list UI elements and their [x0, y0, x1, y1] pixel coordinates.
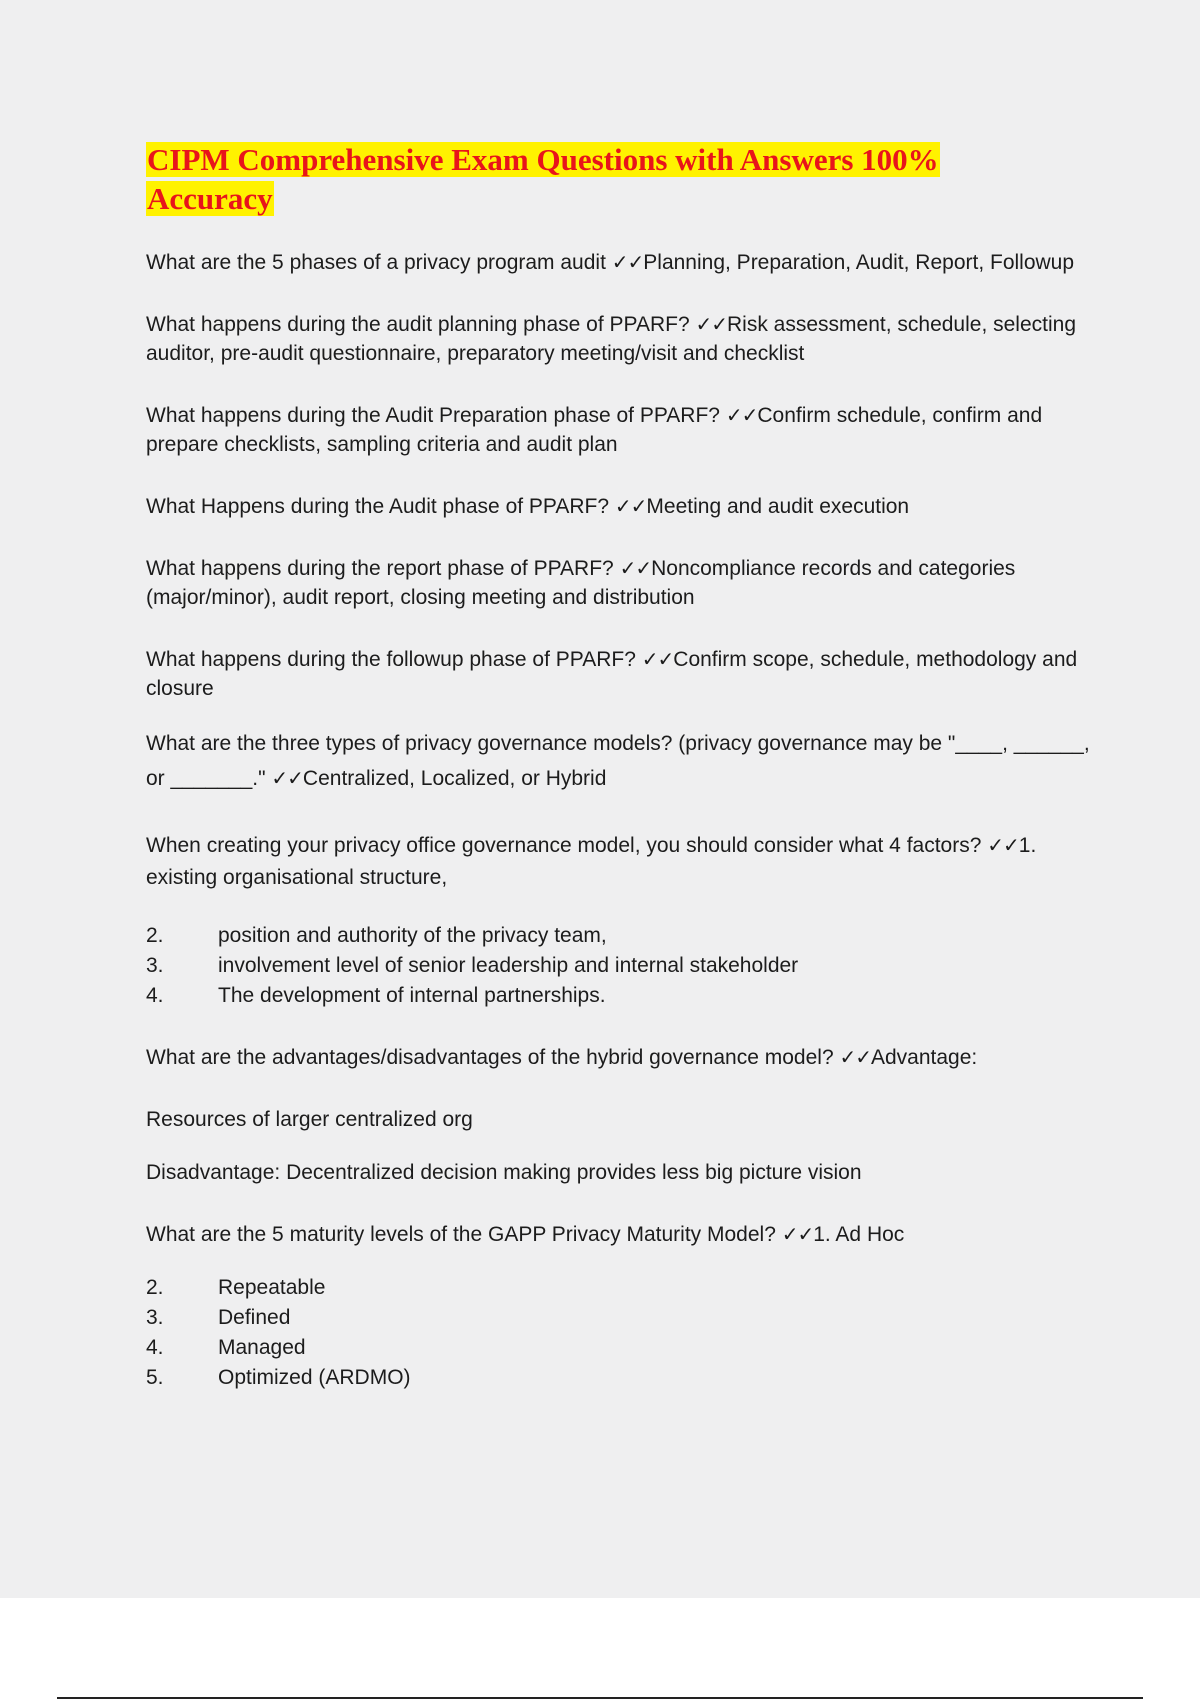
checkmark-icon: ✓✓	[695, 312, 728, 336]
qa-item-2	[146, 310, 1096, 368]
answer-text: Centralized, Localized, or Hybrid	[302, 767, 607, 790]
answer-text: Confirm scope, schedule, methodology and closure	[146, 648, 1078, 700]
checkmark-icon: ✓✓	[725, 403, 758, 427]
list-number: 3.	[146, 1306, 164, 1329]
list-item	[146, 921, 1096, 951]
list-number: 2.	[146, 1276, 164, 1299]
list-number: 2.	[146, 924, 164, 947]
hybrid-disadvantage-text: Disadvantage: Decentralized decision making provides less big picture vision	[146, 1161, 862, 1184]
answer-text: Planning, Preparation, Audit, Report, Followup	[643, 251, 1075, 274]
list-text: Defined	[218, 1306, 291, 1329]
list-item	[146, 1303, 1096, 1333]
question-text: What happens during the report phase of PPARF?	[146, 557, 614, 580]
answer-text: Noncompliance records and categories (major/minor), audit report, closing meeting and distribution	[146, 557, 1016, 609]
list-item	[146, 981, 1096, 1011]
answer-text: Risk assessment, schedule, selecting auditor, pre-audit questionnaire, preparatory meeting/visit and checklist	[146, 313, 1077, 365]
answer-text: Advantage:	[870, 1046, 978, 1069]
answer-text: 1. Ad Hoc	[813, 1223, 905, 1246]
question-text: What are the three types of privacy governance models? (privacy governance may be "____, ______, or _______."	[146, 732, 1090, 790]
checkmark-icon: ✓✓	[641, 647, 674, 671]
list-number: 5.	[146, 1366, 164, 1389]
qa-item-7	[146, 727, 1096, 796]
list-item	[146, 1333, 1096, 1363]
answer-text: Meeting and audit execution	[646, 495, 910, 518]
qa-item-1	[146, 248, 1096, 277]
list-text: involvement level of senior leadership and internal stakeholder	[218, 954, 799, 977]
list-item	[146, 1363, 1096, 1393]
checkmark-icon: ✓✓	[271, 766, 303, 790]
checkmark-icon: ✓✓	[619, 556, 652, 580]
question-text: What are the advantages/disadvantages of the hybrid governance model?	[146, 1046, 834, 1069]
answer-text: Confirm schedule, confirm and prepare checklists, sampling criteria and audit plan	[146, 404, 1043, 456]
answer-text: 1. existing organisational structure,	[146, 834, 1037, 889]
list-text: Optimized (ARDMO)	[218, 1366, 411, 1389]
checkmark-icon: ✓✓	[614, 494, 647, 518]
document-content	[146, 140, 1096, 1425]
qa-item-4	[146, 492, 1096, 521]
question-text: What are the 5 phases of a privacy program audit	[146, 251, 606, 274]
qa-item-3	[146, 401, 1096, 459]
checkmark-icon: ✓✓	[839, 1045, 871, 1069]
question-text: What happens during the Audit Preparation phase of PPARF?	[146, 404, 720, 427]
list-number: 4.	[146, 984, 164, 1007]
question-text: What are the 5 maturity levels of the GAPP Privacy Maturity Model?	[146, 1223, 776, 1246]
qa-item-8	[146, 829, 1096, 894]
qa-item-10	[146, 1220, 1096, 1249]
list-item	[146, 1273, 1096, 1303]
qa-item-6	[146, 645, 1096, 703]
question-text: What happens during the audit planning phase of PPARF?	[146, 313, 690, 336]
list-text: position and authority of the privacy team,	[218, 924, 607, 947]
maturity-levels-list	[146, 1273, 1096, 1393]
question-text: What Happens during the Audit phase of PPARF?	[146, 495, 610, 518]
list-text: Managed	[218, 1336, 306, 1359]
factors-list	[146, 921, 1096, 1011]
hybrid-advantage-text: Resources of larger centralized org	[146, 1108, 473, 1131]
list-text: Repeatable	[218, 1276, 326, 1299]
list-item	[146, 951, 1096, 981]
list-number: 3.	[146, 954, 164, 977]
list-text: The development of internal partnerships.	[218, 984, 606, 1007]
checkmark-icon: ✓✓	[987, 833, 1019, 857]
checkmark-icon: ✓✓	[611, 250, 644, 274]
qa-item-5	[146, 554, 1096, 612]
page-divider	[57, 1697, 1143, 1699]
question-text: When creating your privacy office governance model, you should consider what 4 factors?	[146, 834, 982, 857]
document-title-text: CIPM Comprehensive Exam Questions with Answers 100% Accuracy	[147, 142, 939, 216]
question-text: What happens during the followup phase of PPARF?	[146, 648, 636, 671]
qa-item-9	[146, 1043, 1096, 1072]
checkmark-icon: ✓✓	[781, 1222, 814, 1246]
document-title	[146, 140, 1006, 218]
list-number: 4.	[146, 1336, 164, 1359]
